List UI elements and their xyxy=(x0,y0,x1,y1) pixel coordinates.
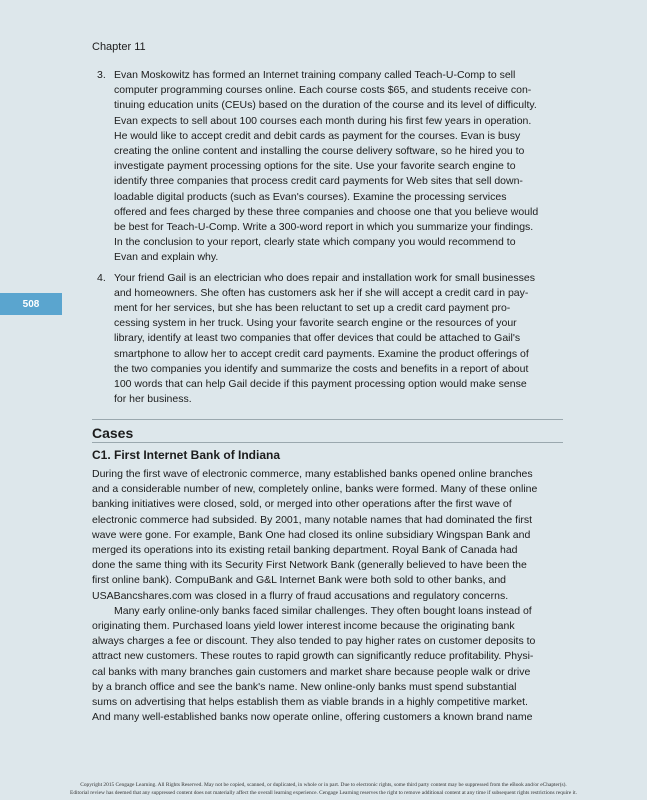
page-number-tab xyxy=(0,293,62,315)
case-title: C1. First Internet Bank of Indiana xyxy=(92,448,281,462)
exercise-list xyxy=(92,68,563,407)
exercise-text: Your friend Gail is an electrician who does repair and installation work for small businesses and homeowners. She often has customers ask her if she will accept a credit card in pay- ment for her services, but she has been reluctant to set up a credit card payment pro- cessing system in her truck. Using your favorite search engine or the resources of your library, identify at least two companies that offer devices that could be attached to Gail's smartphone to allow her to accept credit card payments. Examine the product offerings of the two companies you identify and summarize the costs and benefits in a report of about 100 words that can help Gail decide if this payment processing option would make sense for her business. xyxy=(114,271,535,406)
section-divider xyxy=(92,419,563,420)
exercise-text: Evan Moskowitz has formed an Internet training company called Teach-U-Comp to sell computer programming courses online. Each course costs $65, and students receive con- tinuing education units (CEUs) based on the duration of the course and its level of difficulty. Evan expects to sell about 100 courses each month during his first few years in operation. He would like to accept credit and debit cards as payment for the courses. Evan is busy creating the online content and installing the course delivery software, so he hired you to investigate payment processing options for the site. Use your favorite search engine to identify three companies that process credit card payments for Web sites that sell down- loadable digital products (such as Evan's courses). Examine the processing services offered and fees charged by these three companies and choose one that you believe would be best for Teach-U-Comp. Write a 300-word report in which you summarize your findings. In the conclusion to your report, clearly state which company you would recommend to Evan and explain why. xyxy=(114,69,539,264)
case-paragraph: Many early online-only banks faced similar challenges. They often bought loans instead of originating them. Purchased loans yield lower interest income because the originating bank always charges a fee or discount. They also tended to pay higher rates on customer deposits to attract new customers. These routes to rapid growth can significantly reduce profitability. Physi- cal banks with many branches gain customers and market share because people walk or drive by a branch office and see the bank's name. New online-only banks must spend substantial sums on advertising that helps establish them as viable brands in a highly competitive market. And many well-established banks now operate online, offering customers a known brand name xyxy=(92,604,536,724)
exercise-item xyxy=(92,271,563,408)
exercise-number: 4. xyxy=(97,271,106,284)
exercise-number: 3. xyxy=(97,69,106,81)
chapter-header: Chapter 11 xyxy=(92,41,146,53)
exercise-item xyxy=(92,68,563,266)
copyright-line-2: Editorial review has deemed that any suppressed content does not materially affect the overall learning experience. Cengage Learning reserves the right to remove additional content at any time if subsequent rights restrictions require it. xyxy=(70,790,577,796)
case-body xyxy=(92,467,563,725)
page-number: 508 xyxy=(22,298,40,310)
copyright-line-1: Copyright 2015 Cengage Learning. All Rights Reserved. May not be copied, scanned, or duplicated, in whole or in part. Due to electronic rights, some third party content may be suppressed from the eBook and/or eChapter(s). xyxy=(80,782,567,788)
section-divider xyxy=(92,442,563,443)
cases-heading: Cases xyxy=(92,425,134,441)
case-paragraph: During the first wave of electronic commerce, many established banks opened online branches and a considerable number of new, completely online, banks were formed. Many of these online banking initiatives were closed, sold, or merged into other operations after the first wave of electronic commerce had subsided. By 2001, many notable names that had dominated the first wave were gone. For example, Bank One had closed its online subsidiary Wingspan Bank and merged its operations into its existing retail banking department. Royal Bank of Canada had done the same thing with its Security First Network Bank (generally believed to have been the first online bank). CompuBank and G&L Internet Bank were both sold to other banks, and USABancshares.com was closed in a flurry of fraud accusations and regulatory concerns. xyxy=(92,468,538,602)
